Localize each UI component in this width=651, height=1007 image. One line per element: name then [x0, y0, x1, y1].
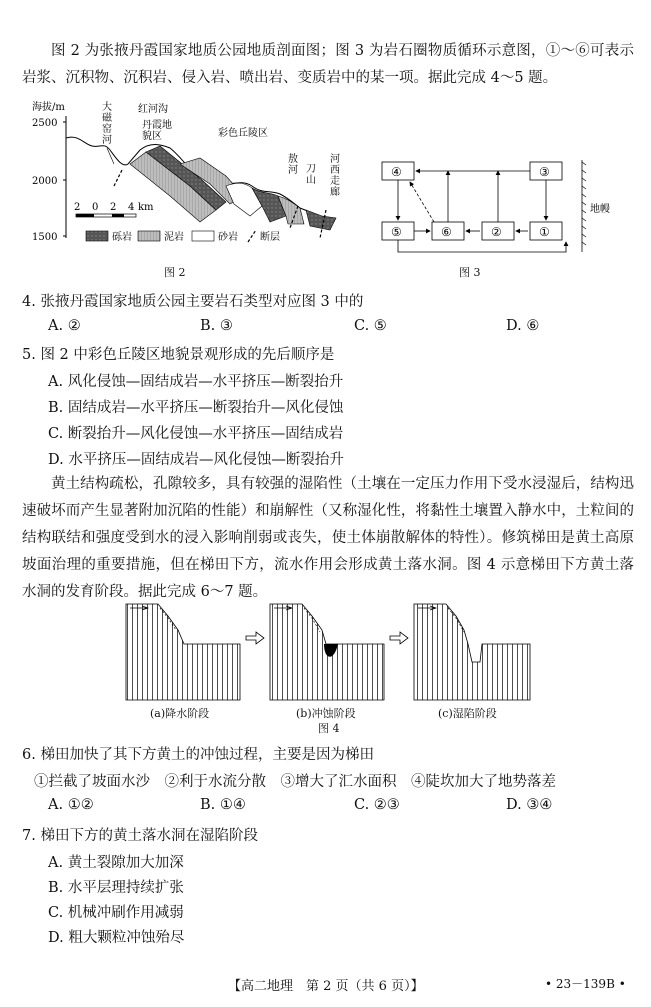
figure-3-caption: 图 3	[459, 266, 481, 279]
q6-option-a[interactable]: A. ①②	[48, 797, 94, 813]
footer-exam-code: • 23－139B •	[545, 977, 626, 991]
q7-option-a[interactable]: A. 黄土裂隙加大加深	[48, 855, 184, 871]
intro-paragraph-2: 黄土结构疏松，孔隙较多，具有较强的湿陷性（土壤在一定压力作用下受水浸湿后，结构迅速破坏而产生显著附加沉陷的性能）和崩解性（又称湿化性，将黏性土壤置入静水中，土粒间的结构联结和强度受到水的浸入影响削弱或丧失，使土体崩散解体的特性）。修筑梯田是黄土高原坡面治理的重要措施，但在梯田下方，流水作用会形成黄土落水洞。图 4 示意梯田下方黄土落水洞的发育阶段。据此完成 6～7 题。	[22, 476, 634, 600]
intro-paragraph-1: 图 2 为张掖丹霞国家地质公园地质剖面图；图 3 为岩石圈物质循环示意图，①～⑥可表示岩浆、沉积物、沉积岩、侵入岩、喷出岩、变质岩中的某一项。据此完成 4～5 题。	[22, 43, 634, 86]
label-daoshan: 刀山	[306, 164, 316, 186]
q5-option-b[interactable]: B. 固结成岩—水平挤压—断裂抬升—风化侵蚀	[48, 400, 344, 416]
figure-4-title: 图 4	[318, 722, 340, 735]
q5-stem: 5. 图 2 中彩色丘陵区地貌景观形成的先后顺序是	[22, 347, 335, 363]
node-4: ④	[391, 165, 402, 179]
tick-2500: 2500	[32, 118, 58, 129]
node-1: ①	[539, 225, 550, 239]
legend-fault: 断层	[260, 232, 280, 243]
q7-stem: 7. 梯田下方的黄土落水洞在湿陷阶段	[22, 828, 258, 844]
scale-unit: km	[138, 202, 154, 213]
q6-option-d[interactable]: D. ③④	[506, 797, 553, 813]
q7-option-c[interactable]: C. 机械冲刷作用减弱	[48, 905, 184, 921]
label-hexi-corridor: 河西走廊	[330, 154, 340, 198]
altitude-axis-label: 海拔/m	[32, 102, 65, 113]
legend-mudstone: 泥岩	[164, 232, 184, 243]
q6-items: ①拦截了坡面水沙 ②利于水流分散 ③增大了汇水面积 ④陡坎加大了地势落差	[34, 774, 556, 790]
node-6: ⑥	[441, 225, 452, 239]
figure-4-caption-c: (c)湿陷阶段	[438, 707, 497, 720]
figure-2-caption: 图 2	[164, 266, 186, 279]
stage-b-panel	[270, 604, 384, 700]
figure-4-sinkhole-stages	[120, 600, 540, 705]
q7-option-d[interactable]: D. 粗大颗粒冲蚀殆尽	[48, 930, 185, 946]
figure-4-caption-b: (b)冲蚀阶段	[296, 707, 356, 720]
q5-option-c[interactable]: C. 断裂抬升—风化侵蚀—水平挤压—固结成岩	[48, 426, 344, 442]
q4-option-c[interactable]: C. ⑤	[354, 318, 387, 334]
q6-option-b[interactable]: B. ①④	[200, 797, 246, 813]
scale-0: 0	[92, 202, 99, 213]
q4-stem: 4. 张掖丹霞国家地质公园主要岩石类型对应图 3 中的	[22, 294, 364, 310]
node-3: ③	[539, 165, 550, 179]
q5-option-d[interactable]: D. 水平挤压—固结成岩—风化侵蚀—断裂抬升	[48, 452, 344, 468]
scale-2: 2	[74, 202, 81, 213]
legend-gravel: 砾岩	[112, 232, 132, 243]
figure-3-rock-cycle	[376, 152, 616, 262]
legend-sandstone: 砂岩	[218, 232, 238, 243]
scale-4: 4	[128, 202, 135, 213]
figure-4-caption-a: (a)降水阶段	[150, 707, 210, 720]
label-caise-hills: 彩色丘陵区	[218, 128, 268, 139]
q4-option-b[interactable]: B. ③	[200, 318, 233, 334]
label-dacigou-river: 大磁窑河	[102, 102, 112, 146]
figure-2-cross-section	[30, 98, 370, 258]
scale-2b: 2	[110, 202, 117, 213]
label-honghegou: 红河沟	[138, 104, 168, 115]
q4-option-a[interactable]: A. ②	[48, 318, 81, 334]
stage-a-panel	[126, 604, 240, 700]
label-ao-river: 敖河	[288, 154, 298, 176]
q6-option-c[interactable]: C. ②③	[354, 797, 400, 813]
node-5: ⑤	[391, 225, 402, 239]
stage-c-panel	[414, 604, 530, 700]
footer-page-info: 【高二地理 第 2 页（共 6 页）】	[228, 979, 424, 994]
node-2: ②	[491, 225, 502, 239]
q5-option-a[interactable]: A. 风化侵蚀—固结成岩—水平挤压—断裂抬升	[48, 374, 344, 390]
tick-2000: 2000	[32, 176, 58, 187]
q7-option-b[interactable]: B. 水平层理持续扩张	[48, 880, 184, 896]
tick-1500: 1500	[32, 232, 58, 243]
label-mantle: 地幔	[590, 204, 610, 215]
q4-option-d[interactable]: D. ⑥	[506, 318, 540, 334]
label-danxia-area: 丹霞地貌区	[142, 120, 172, 142]
q6-stem: 6. 梯田加快了其下方黄土的冲蚀过程，主要是因为梯田	[22, 747, 374, 763]
